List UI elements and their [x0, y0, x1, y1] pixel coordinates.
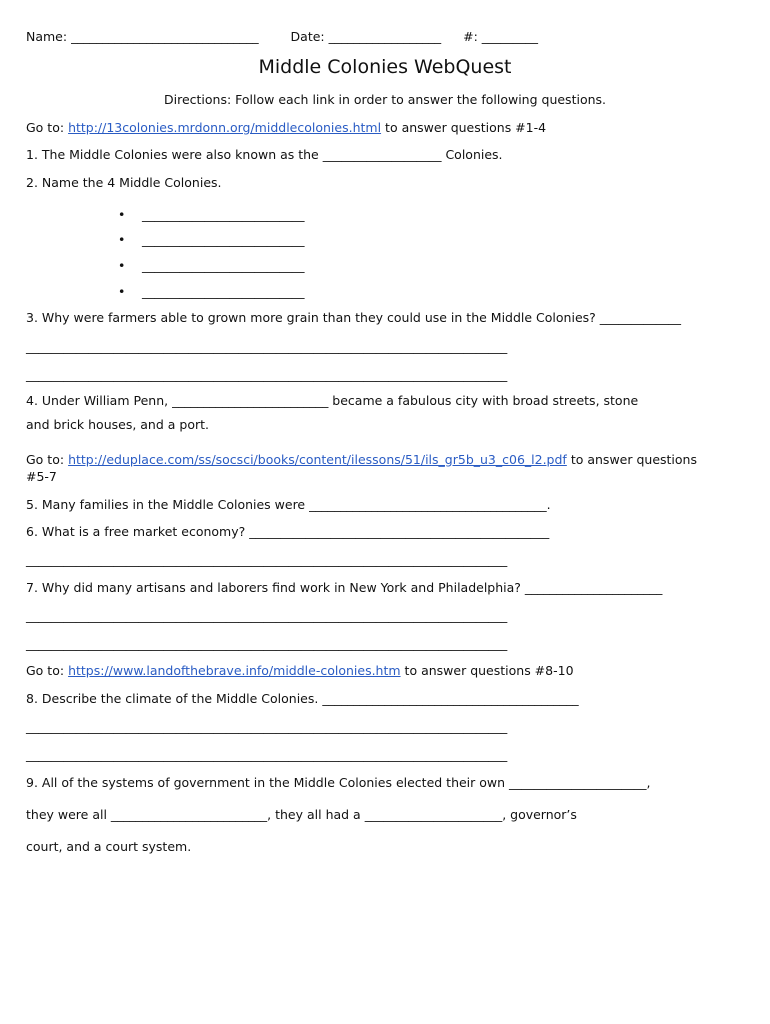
- link-eduplace[interactable]: http://eduplace.com/ss/socsci/books/content/ilessons/51/ils_gr5b_u3_c06_l2.pdf: [68, 452, 567, 467]
- question-8: 8. Describe the climate of the Middle Colonies. _________________________________________: [26, 691, 579, 706]
- bullet-item: [118, 232, 304, 247]
- answer-line: _____________________________________________________________________________: [26, 636, 508, 651]
- link-landofthebrave[interactable]: https://www.landofthebrave.info/middle-colonies.htm: [68, 663, 401, 678]
- question-5: 5. Many families in the Middle Colonies were ______________________________________.: [26, 497, 551, 512]
- question-9-cont: court, and a court system.: [26, 839, 192, 854]
- name-blank: ______________________________: [71, 29, 259, 44]
- question-6: 6. What is a free market economy? ________________________________________________: [26, 524, 550, 539]
- answer-line: _____________________________________________________________________________: [26, 719, 508, 734]
- bullet-item: [118, 284, 304, 299]
- name-label: Name:: [26, 29, 68, 44]
- bullet-item: [118, 207, 304, 222]
- bullet-blank: __________________________: [141, 284, 305, 299]
- link-13colonies[interactable]: http://13colonies.mrdonn.org/middlecolonies.html: [68, 120, 382, 135]
- answer-line: _____________________________________________________________________________: [26, 552, 508, 567]
- answer-line: _____________________________________________________________________________: [26, 339, 508, 354]
- question-4: 4. Under William Penn, _________________________ became a fabulous city with broad streets, stone: [26, 393, 639, 408]
- answer-line: _____________________________________________________________________________: [26, 367, 508, 382]
- section-2-goto: [26, 452, 697, 467]
- directions: Directions: Follow each link in order to answer the following questions.: [163, 92, 606, 107]
- bullet-icon: •: [118, 207, 126, 222]
- question-2: 2. Name the 4 Middle Colonies.: [26, 175, 222, 190]
- section-3-goto: [26, 663, 574, 678]
- answer-line: _____________________________________________________________________________: [26, 747, 508, 762]
- number-blank: _________: [481, 29, 539, 44]
- bullet-icon: •: [118, 232, 126, 247]
- date-label: Date:: [290, 29, 325, 44]
- date-blank: __________________: [328, 29, 442, 44]
- question-1: 1. The Middle Colonies were also known as the ___________________ Colonies.: [26, 147, 503, 162]
- question-3: 3. Why were farmers able to grown more grain than they could use in the Middle Colonies? _____________: [26, 310, 681, 325]
- question-9: 9. All of the systems of government in the Middle Colonies elected their own ______________________,: [26, 775, 651, 790]
- goto-after: to answer questions: [570, 452, 697, 467]
- question-7: 7. Why did many artisans and laborers find work in New York and Philadelphia? ______________________: [26, 580, 663, 595]
- number-label: #:: [463, 29, 478, 44]
- section-1-goto: [26, 120, 546, 135]
- bullet-blank: __________________________: [141, 258, 305, 273]
- bullet-blank: __________________________: [141, 232, 305, 247]
- bullet-icon: •: [118, 284, 126, 299]
- page-title: Middle Colonies WebQuest: [258, 56, 512, 78]
- goto-after: to answer questions #8-10: [404, 663, 574, 678]
- goto-label: Go to:: [26, 663, 65, 678]
- question-9-cont: they were all _________________________, they all had a ______________________, governor’s: [26, 807, 577, 822]
- section-2-goto-cont: #5-7: [26, 469, 57, 484]
- goto-label: Go to:: [26, 452, 65, 467]
- question-4-cont: and brick houses, and a port.: [26, 417, 209, 432]
- goto-label: Go to:: [26, 120, 65, 135]
- goto-after: to answer questions #1-4: [385, 120, 547, 135]
- bullet-item: [118, 258, 304, 273]
- answer-line: _____________________________________________________________________________: [26, 608, 508, 623]
- bullet-icon: •: [118, 258, 126, 273]
- header-row: [26, 29, 538, 44]
- bullet-blank: __________________________: [141, 207, 305, 222]
